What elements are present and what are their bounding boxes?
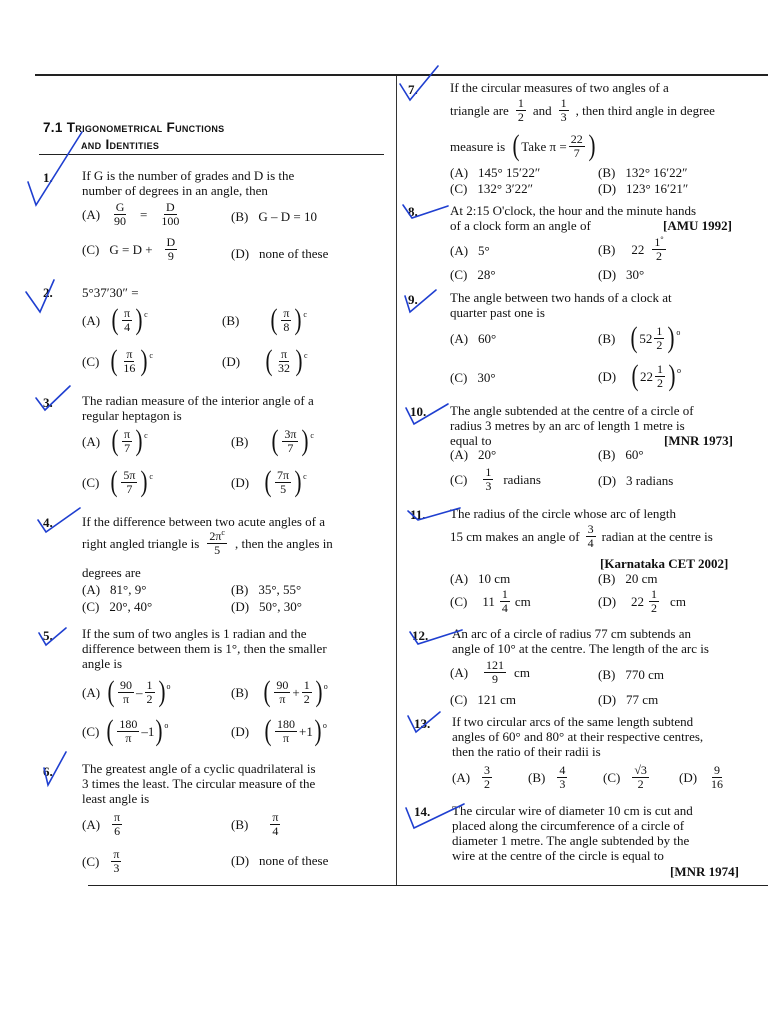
source-reference: [MNR 1974] — [670, 864, 739, 879]
option-c: (C) 30° — [450, 370, 496, 385]
top-rule — [35, 74, 768, 76]
question-text: If two circular arcs of the same length subtend angles of 60° and 80° at their respective centres, then the ratio of their radii is — [452, 714, 704, 759]
option-a: (A) $\frac{121}{9}$ cm — [450, 658, 530, 686]
question-text: If the circular measures of two angles of a — [450, 80, 669, 95]
option-d: (D) 123° 16′21″ — [598, 181, 689, 196]
question-number: 1. — [43, 170, 53, 185]
section-heading-line2: and Identities — [81, 137, 160, 152]
source-reference: [Karnataka CET 2002] — [600, 556, 729, 571]
source-reference: [AMU 1992] — [663, 218, 732, 233]
question-number: 9. — [408, 292, 418, 307]
option-d: (D) ( 22 $\frac{1}{2}$ ) o — [598, 359, 682, 392]
question-number: 14. — [414, 804, 431, 819]
option-d: (D) ( $\frac{\pi}{32}$ ) c — [222, 344, 308, 377]
question-number: 13. — [414, 716, 431, 731]
option-c: (C) ( $\frac{180}{\pi}$ –1 ) o — [82, 714, 169, 747]
option-c: (C) G = D + $\frac{D}{9}$ — [82, 235, 176, 263]
option-d: (D) 3 radians — [598, 473, 674, 488]
option-a: (A) $\frac{3}{2}$ — [452, 763, 491, 791]
question-text-line3: degrees are — [82, 565, 141, 580]
option-b: (B) $\frac{4}{3}$ — [528, 763, 566, 791]
section-heading-underline — [39, 154, 384, 155]
option-b: (B) 20 cm — [598, 571, 658, 586]
option-a: (A) 20° — [450, 447, 497, 462]
option-b: (B) 22 $\frac{1^\circ}{2}$ — [598, 235, 664, 263]
option-d: (D) none of these — [231, 246, 329, 261]
question-text-line2: triangle are $\frac{1}{2}$ and $\frac{1}{3}$ , then third angle in degree — [450, 96, 715, 124]
question-number: 5. — [43, 628, 53, 643]
option-b: (B) ( 52 $\frac{1}{2}$ ) o — [598, 321, 681, 354]
option-c: (C) 11 $\frac{1}{4}$ cm — [450, 587, 531, 615]
question-text-line2: 15 cm makes an angle of $\frac{3}{4}$ radian at the centre is — [450, 522, 713, 550]
question-number: 8. — [408, 204, 418, 219]
question-number: 6. — [43, 764, 53, 779]
source-reference: [MNR 1973] — [664, 433, 733, 448]
option-c: (C) 20°, 40° — [82, 599, 153, 614]
option-d: (D) 22 $\frac{1}{2}$ cm — [598, 587, 686, 615]
option-c: (C) $\frac{1}{3}$ radians — [450, 465, 541, 493]
option-a: (A) 10 cm — [450, 571, 511, 586]
question-text: An arc of a circle of radius 77 cm subtends an angle of 10° at the centre. The length of the arc is — [452, 626, 709, 656]
option-a: (A) $\frac{G}{90}$ = $\frac{D}{100}$ — [82, 200, 180, 228]
option-d: (D) ( $\frac{180}{\pi}$ +1 ) o — [231, 714, 327, 747]
option-c: (C) ( $\frac{\pi}{16}$ ) c — [82, 344, 153, 377]
option-b: (B) $\frac{\pi}{4}$ — [231, 810, 279, 838]
question-text: The angle subtended at the centre of a circle of radius 3 metres by an arc of length 1 metre is equal to — [450, 403, 694, 448]
tick-mark-q1 — [28, 132, 82, 205]
option-a: (A) $\frac{\pi}{6}$ — [82, 810, 121, 838]
option-a: (A) 60° — [450, 331, 497, 346]
section-heading-line1: 7.1 Trigonometrical Functions — [43, 120, 225, 135]
option-d: (D) 30° — [598, 267, 645, 282]
option-b: (B) ( $\frac{90}{\pi}$ + $\frac{1}{2}$ ) o — [231, 675, 328, 708]
question-number: 11. — [410, 507, 426, 522]
option-a: (A) ( $\frac{\pi}{7}$ ) c — [82, 424, 148, 457]
option-d: (D) ( $\frac{7\pi}{5}$ ) c — [231, 465, 307, 498]
question-number: 3. — [43, 395, 53, 410]
tick-mark-q3 — [36, 386, 70, 410]
question-text: If the sum of two angles is 1 radian and the difference between them is 1°, then the smaller angle is — [82, 626, 327, 671]
option-d: (D) 77 cm — [598, 692, 659, 707]
question-text: The circular wire of diameter 10 cm is cut and placed along the circumference of a circle of diameter 1 metre. The angle subtended by the wire at the centre of the circle is equal to — [452, 803, 693, 863]
option-b: (B) 35°, 55° — [231, 582, 302, 597]
question-text-line2: right angled triangle is $\frac{2\pi^c}{5}$ , then the angles in — [82, 528, 333, 557]
option-b: (B) ( $\frac{\pi}{8}$ ) c — [222, 303, 307, 336]
option-a: (A) 145° 15′22″ — [450, 165, 541, 180]
question-text: The radian measure of the interior angle of a regular heptagon is — [82, 393, 314, 423]
question-number: 10. — [410, 404, 427, 419]
option-b: (B) G – D = 10 — [231, 209, 317, 224]
option-b: (B) ( $\frac{3\pi}{7}$ ) c — [231, 424, 314, 457]
tick-mark-q7 — [400, 66, 438, 100]
option-a: (A) ( $\frac{\pi}{4}$ ) c — [82, 303, 148, 336]
option-c: (C) ( $\frac{5\pi}{7}$ ) c — [82, 465, 153, 498]
column-divider — [396, 76, 397, 886]
option-c: (C) 121 cm — [450, 692, 516, 707]
question-text-line3: measure is ( Take π = $\frac{22}{7}$ ) — [450, 129, 596, 162]
option-b: (B) 60° — [598, 447, 644, 462]
option-d: (D) none of these — [231, 853, 329, 868]
option-d: (D) 50°, 30° — [231, 599, 302, 614]
question-text: If the difference between two acute angles of a — [82, 514, 326, 529]
question-number: 7. — [408, 82, 418, 97]
question-text: At 2:15 O'clock, the hour and the minute hands — [450, 203, 697, 218]
option-a: (A) 81°, 9° — [82, 582, 147, 597]
question-text: The greatest angle of a cyclic quadrilateral is 3 times the least. The circular measure of the least angle is — [82, 761, 316, 806]
question-text: If G is the number of grades and D is the number of degrees in an angle, then — [82, 168, 295, 198]
option-a: (A) ( $\frac{90}{\pi}$ – $\frac{1}{2}$ ) o — [82, 675, 171, 708]
question-number: 4. — [43, 515, 53, 530]
question-number: 12. — [412, 628, 429, 643]
option-c: (C) 28° — [450, 267, 496, 282]
question-text: 5°37′30″ = — [82, 285, 139, 300]
option-c: (C) $\frac{√3}{2}$ — [603, 763, 647, 791]
question-text: The angle between two hands of a clock at quarter past one is — [450, 290, 672, 320]
option-c: (C) 132° 3′22″ — [450, 181, 534, 196]
bottom-rule — [88, 885, 768, 886]
option-b: (B) 132° 16′22″ — [598, 165, 688, 180]
option-b: (B) 770 cm — [598, 667, 664, 682]
option-c: (C) $\frac{\pi}{3}$ — [82, 847, 120, 875]
option-d: (D) $\frac{9}{16}$ — [679, 763, 724, 791]
question-number: 2. — [43, 285, 53, 300]
question-text-line2: of a clock form an angle of — [450, 218, 591, 233]
option-a: (A) 5° — [450, 243, 490, 258]
question-text: The radius of the circle whose arc of length — [450, 506, 676, 521]
